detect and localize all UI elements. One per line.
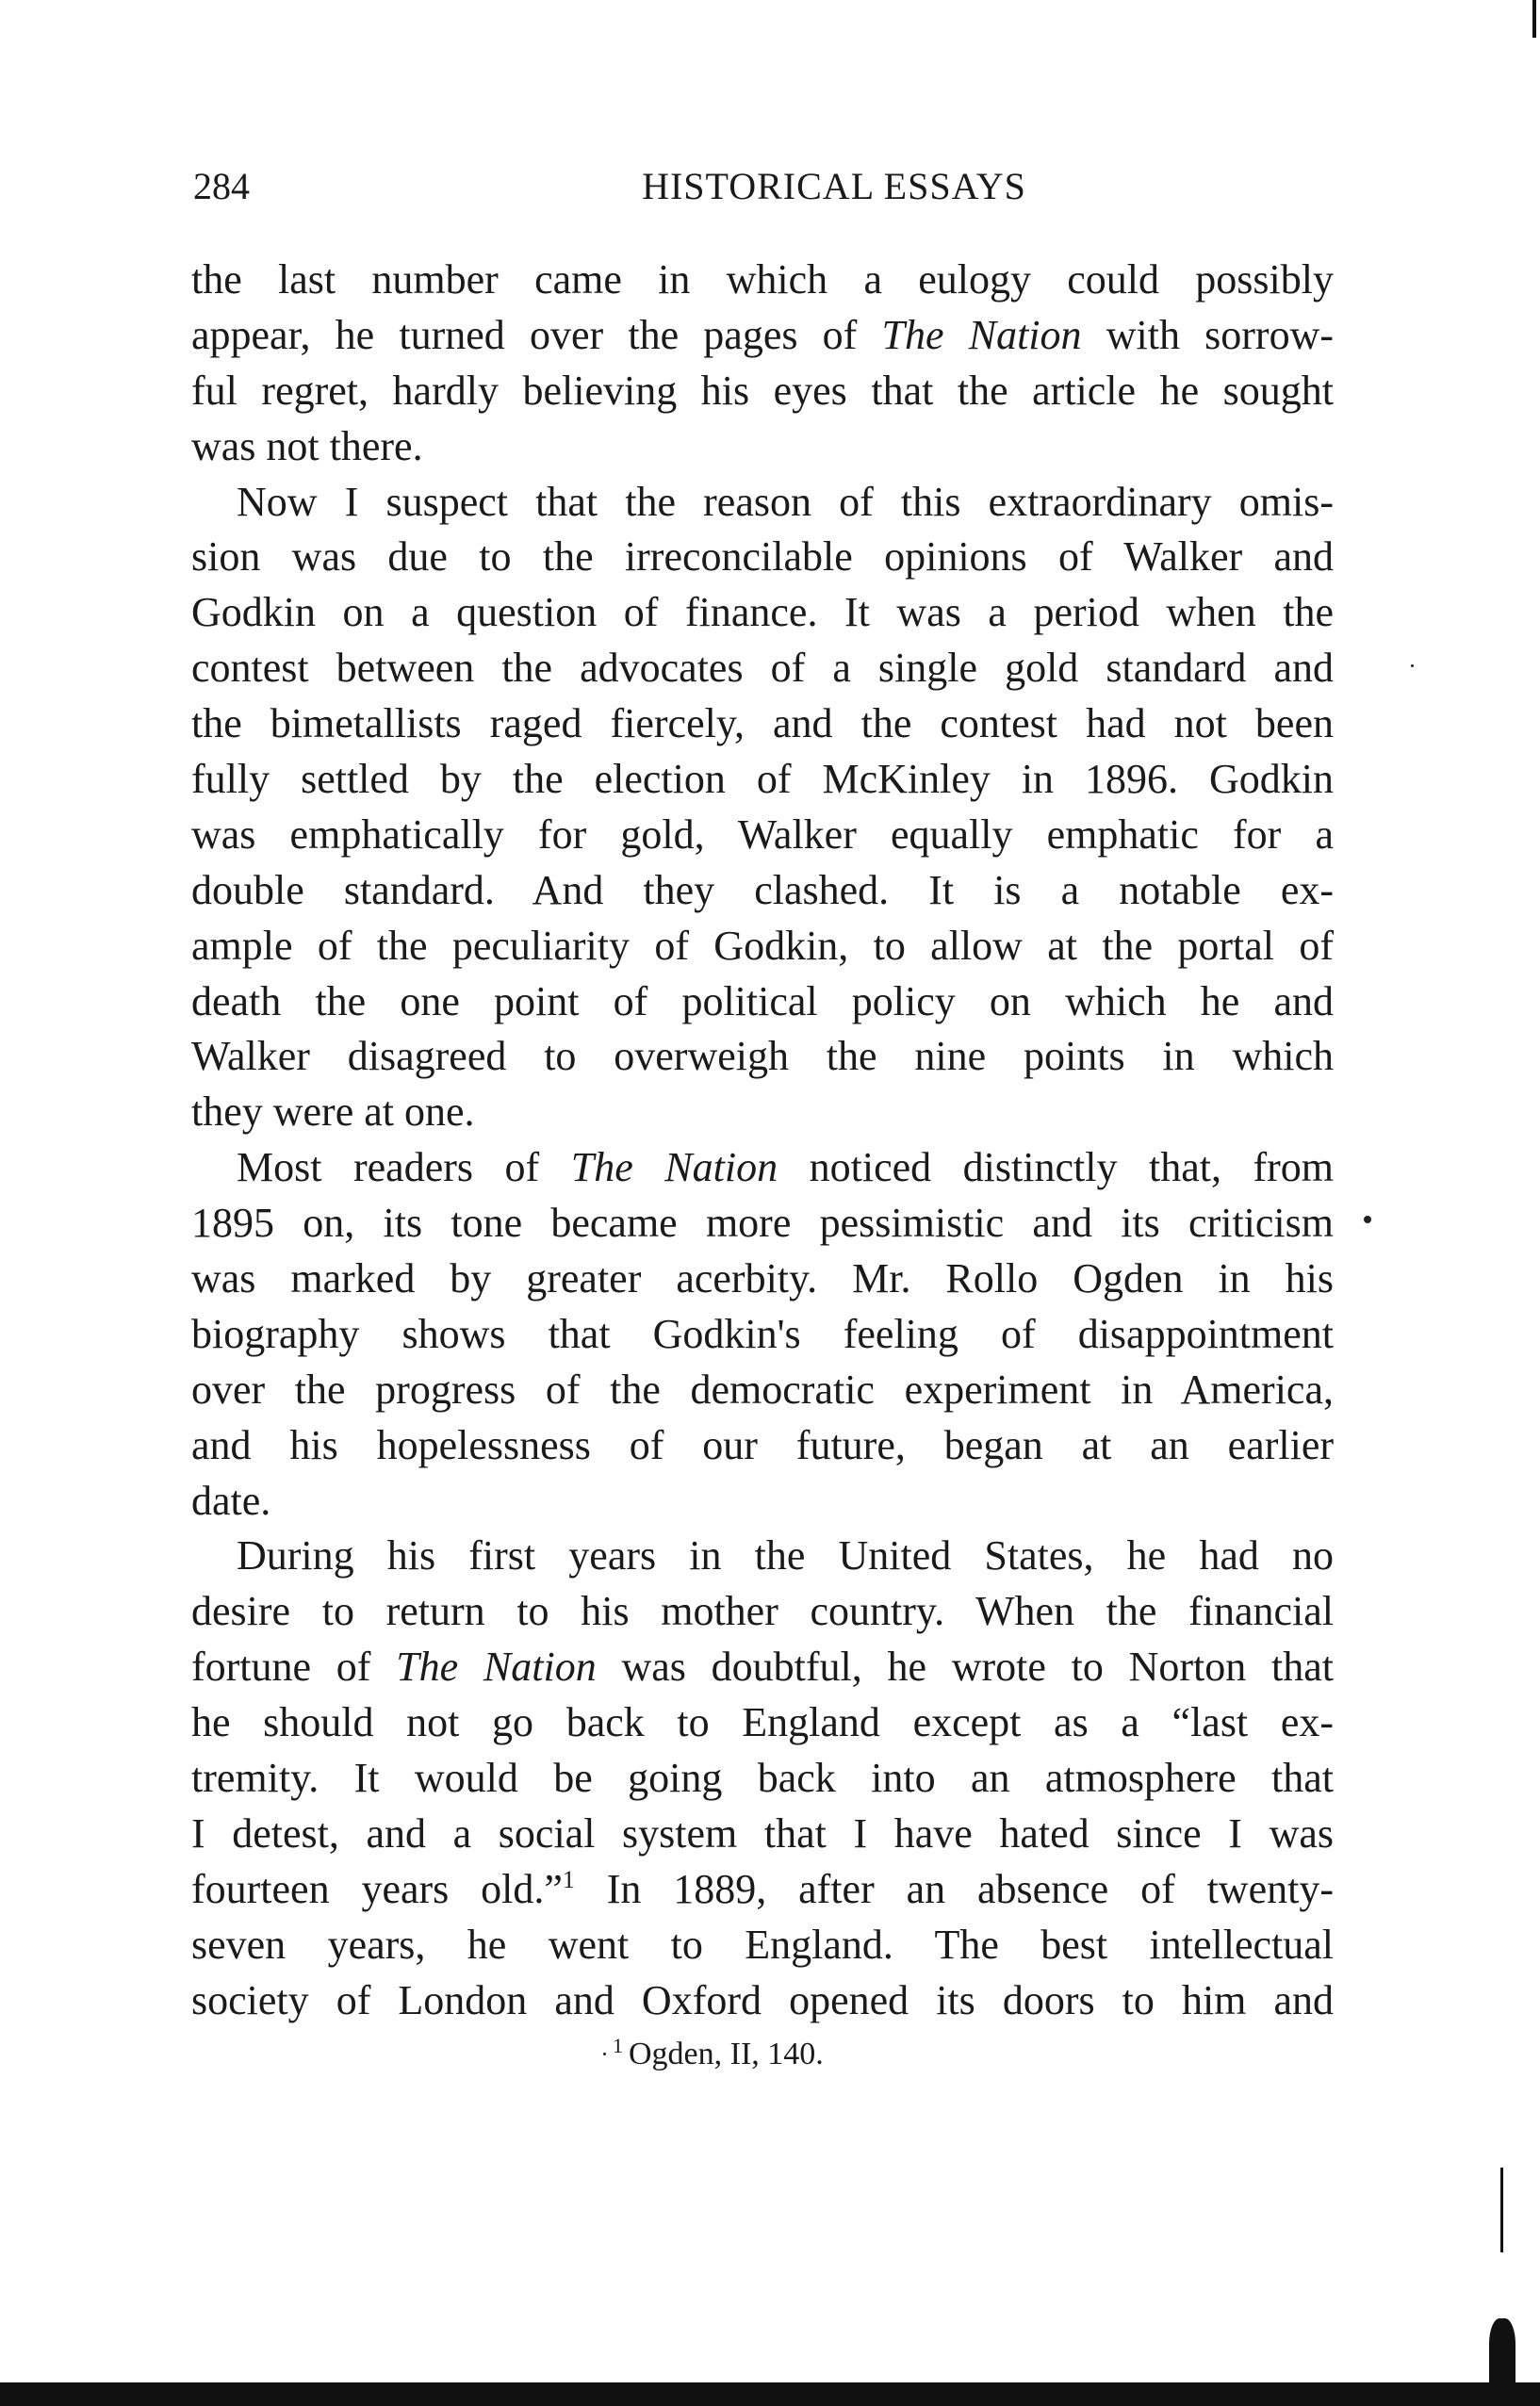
text-segment: the last number came in which a eulogy could possibly: [191, 256, 1334, 303]
text-line: [191, 1695, 1334, 1751]
text-line: [191, 919, 1334, 974]
text-line: [191, 1973, 1334, 2029]
text-segment: he should not go back to England except as a “last ex-: [191, 1699, 1334, 1746]
text-line: [191, 1140, 1334, 1196]
text-line: [191, 1363, 1334, 1418]
text-segment: seven years, he went to England. The best intellectual: [191, 1921, 1334, 1968]
text-segment: I detest, and a social system that I have hated since I was: [191, 1809, 1334, 1857]
text-segment: sion was due to the irreconcilable opinions of Walker and: [191, 533, 1334, 581]
text-segment: Now I suspect that the reason of this extraordinary omis-: [237, 478, 1334, 525]
text-segment: was marked by greater acerbity. Mr. Rollo Ogden in his: [191, 1255, 1334, 1302]
text-line: [191, 419, 1334, 475]
text-segment: Walker disagreed to overweigh the nine points in which: [191, 1033, 1334, 1080]
running-head: [193, 158, 1334, 215]
text-segment: and his hopelessness of our future, began at an earlier: [191, 1421, 1334, 1468]
text-segment: over the progress of the democratic experiment in America,: [191, 1366, 1334, 1413]
scan-bottom-edge: [0, 2382, 1540, 2406]
italic-title: The Nation: [570, 1144, 778, 1191]
text-line: [191, 1252, 1334, 1307]
footnote-mark: 1: [613, 2034, 623, 2057]
text-segment: the bimetallists raged fiercely, and the contest had not been: [191, 700, 1334, 747]
text-segment: biography shows that Godkin's feeling of disappointment: [191, 1310, 1334, 1357]
text-line: [191, 1751, 1334, 1807]
text-segment: appear, he turned over the pages of: [191, 311, 882, 358]
text-segment: double standard. And they clashed. It is a notable ex-: [191, 866, 1334, 913]
scan-speck: [603, 2053, 606, 2055]
text-segment: fully settled by the election of McKinley in 1896. Godkin: [191, 756, 1334, 803]
text-line: [191, 1640, 1334, 1695]
text-segment: desire to return to his mother country. When the financial: [191, 1588, 1334, 1635]
text-segment: with sorrow-: [1081, 311, 1334, 358]
text-line: [191, 530, 1334, 585]
text-segment: During his first years in the United States, he had no: [237, 1532, 1334, 1579]
text-segment: ample of the peculiarity of Godkin, to allow at the portal of: [191, 922, 1334, 969]
text-segment: tremity. It would be going back into an atmosphere that: [191, 1755, 1334, 1802]
page-number: 284: [193, 165, 250, 207]
text-line: [191, 808, 1334, 863]
text-segment: contest between the advocates of a single gold standard and: [191, 645, 1334, 692]
scan-speck: [1411, 664, 1414, 667]
text-line: [191, 1307, 1334, 1363]
scan-edge-mark: [1500, 2168, 1503, 2252]
text-segment: date.: [191, 1477, 271, 1524]
text-line: [191, 974, 1334, 1030]
scan-speck: [1364, 1216, 1371, 1223]
text-line: [191, 1474, 1334, 1530]
text-line: [191, 696, 1334, 752]
text-line: [191, 641, 1334, 696]
text-segment: 1895 on, its tone became more pessimistic and its criticism: [191, 1200, 1334, 1247]
text-segment: noticed distinctly that, from: [778, 1144, 1335, 1191]
text-segment: was not there.: [191, 422, 423, 469]
text-segment: Most readers of: [237, 1144, 571, 1191]
text-line: [191, 308, 1334, 364]
text-line: [191, 253, 1334, 308]
text-segment: Godkin on a question of finance. It was a period when the: [191, 589, 1334, 636]
text-line: [191, 475, 1334, 531]
text-line: [191, 1529, 1334, 1584]
text-line: [191, 1085, 1334, 1140]
scan-edge-mark: [1532, 0, 1536, 38]
text-line: [191, 1196, 1334, 1252]
text-segment: they were at one.: [191, 1088, 475, 1136]
text-line: [191, 863, 1334, 919]
footnote-reference: 1: [562, 1865, 575, 1893]
text-segment: was doubtful, he wrote to Norton that: [596, 1644, 1334, 1691]
text-segment: was emphatically for gold, Walker equally emphatic for a: [191, 810, 1334, 858]
footnote: [613, 2031, 824, 2078]
running-title-wrap: [193, 158, 1334, 215]
text-segment: fortune of: [191, 1644, 397, 1691]
text-segment: fourteen years old.”: [191, 1865, 563, 1912]
text-segment: society of London and Oxford opened its doors to him and: [191, 1976, 1334, 2023]
text-line: [191, 364, 1334, 419]
text-line: [191, 585, 1334, 641]
italic-title: The Nation: [396, 1644, 597, 1691]
text-segment: ful regret, hardly believing his eyes that the article he sought: [191, 367, 1334, 414]
text-segment: In 1889, after an absence of twenty-: [574, 1865, 1334, 1912]
text-line: [191, 752, 1334, 808]
italic-title: The Nation: [881, 311, 1082, 358]
running-title: HISTORICAL ESSAYS: [642, 165, 1026, 207]
text-line: [191, 1918, 1334, 1973]
body-text: [191, 253, 1334, 2029]
text-line: [191, 1862, 1334, 1918]
footnote-text: Ogden, II, 140.: [629, 2037, 824, 2071]
scan-edge-mark: [1489, 2318, 1515, 2382]
text-line: [191, 1418, 1334, 1474]
text-line: [191, 1029, 1334, 1085]
text-line: [191, 1584, 1334, 1640]
text-segment: death the one point of political policy on which he and: [191, 977, 1334, 1024]
text-line: [191, 1807, 1334, 1862]
